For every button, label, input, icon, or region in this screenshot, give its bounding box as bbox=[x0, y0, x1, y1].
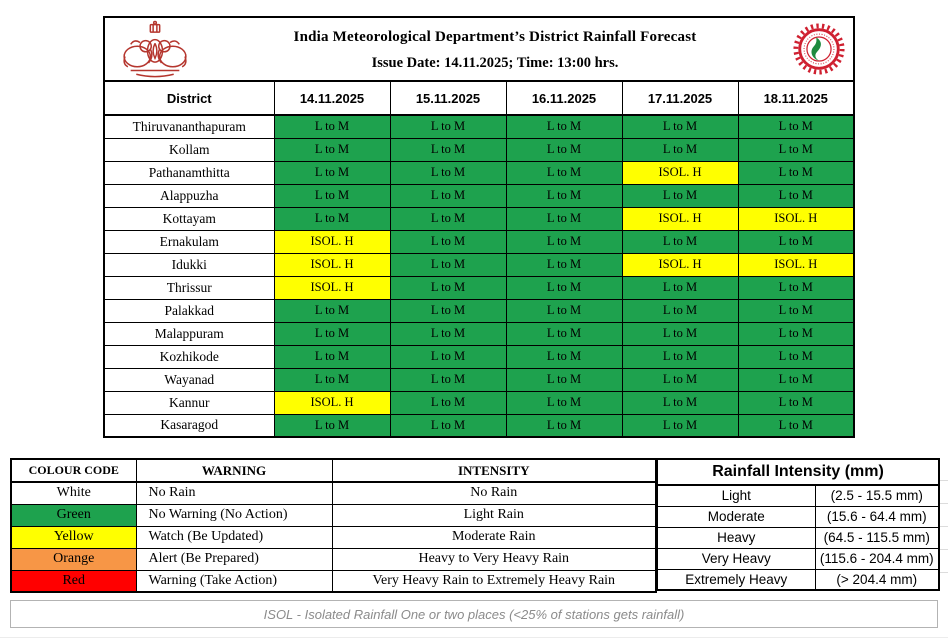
rainfall-intensity-range: (> 204.4 mm) bbox=[815, 569, 939, 590]
forecast-row bbox=[104, 138, 854, 161]
forecast-value-cell: L to M bbox=[274, 299, 390, 322]
colour-code-row bbox=[11, 526, 656, 548]
forecast-value-cell: L to M bbox=[622, 184, 738, 207]
forecast-value-cell: L to M bbox=[390, 115, 506, 138]
forecast-value-cell: L to M bbox=[738, 138, 854, 161]
forecast-value-cell: L to M bbox=[622, 230, 738, 253]
warning-cell: Alert (Be Prepared) bbox=[136, 548, 332, 570]
forecast-value-cell: L to M bbox=[622, 115, 738, 138]
warning-cell: Watch (Be Updated) bbox=[136, 526, 332, 548]
forecast-value-cell: ISOL. H bbox=[622, 253, 738, 276]
forecast-row bbox=[104, 299, 854, 322]
rainfall-intensity-tbody bbox=[657, 485, 939, 590]
page-title: India Meteorological Department’s District Rainfall Forecast bbox=[293, 28, 697, 45]
rainfall-intensity-table bbox=[656, 458, 940, 591]
forecast-row bbox=[104, 322, 854, 345]
colour-code-table bbox=[10, 458, 657, 593]
district-name-cell: Idukki bbox=[104, 253, 274, 276]
gridline bbox=[0, 637, 948, 638]
forecast-value-cell: L to M bbox=[506, 322, 622, 345]
forecast-value-cell: L to M bbox=[738, 115, 854, 138]
forecast-value-cell: L to M bbox=[506, 253, 622, 276]
colour-swatch-cell: Red bbox=[11, 570, 136, 592]
forecast-value-cell: L to M bbox=[390, 391, 506, 414]
district-name-cell: Wayanad bbox=[104, 368, 274, 391]
warning-cell: Warning (Take Action) bbox=[136, 570, 332, 592]
colour-code-row bbox=[11, 570, 656, 592]
intensity-cell: Heavy to Very Heavy Rain bbox=[332, 548, 656, 570]
forecast-value-cell: L to M bbox=[738, 184, 854, 207]
rainfall-intensity-row bbox=[657, 548, 939, 569]
forecast-value-cell: L to M bbox=[274, 115, 390, 138]
forecast-row bbox=[104, 345, 854, 368]
forecast-row bbox=[104, 207, 854, 230]
forecast-col-header-date: 14.11.2025 bbox=[274, 81, 390, 115]
forecast-value-cell: L to M bbox=[738, 161, 854, 184]
forecast-value-cell: L to M bbox=[390, 184, 506, 207]
warning-cell: No Warning (No Action) bbox=[136, 504, 332, 526]
rainfall-intensity-range: (15.6 - 64.4 mm) bbox=[815, 506, 939, 527]
colour-swatch-cell: Green bbox=[11, 504, 136, 526]
forecast-row bbox=[104, 161, 854, 184]
forecast-row bbox=[104, 414, 854, 437]
forecast-value-cell: L to M bbox=[390, 414, 506, 437]
forecast-row bbox=[104, 184, 854, 207]
forecast-value-cell: L to M bbox=[506, 414, 622, 437]
forecast-value-cell: L to M bbox=[622, 368, 738, 391]
district-name-cell: Kannur bbox=[104, 391, 274, 414]
district-name-cell: Kasaragod bbox=[104, 414, 274, 437]
forecast-row bbox=[104, 276, 854, 299]
forecast-value-cell: L to M bbox=[390, 276, 506, 299]
imd-logo-icon bbox=[785, 22, 853, 76]
forecast-value-cell: ISOL. H bbox=[274, 230, 390, 253]
rainfall-intensity-range: (64.5 - 115.5 mm) bbox=[815, 527, 939, 548]
forecast-tbody bbox=[104, 115, 854, 437]
forecast-table bbox=[103, 80, 855, 438]
forecast-value-cell: ISOL. H bbox=[738, 253, 854, 276]
forecast-row bbox=[104, 115, 854, 138]
forecast-value-cell: L to M bbox=[622, 414, 738, 437]
forecast-value-cell: L to M bbox=[274, 184, 390, 207]
forecast-value-cell: L to M bbox=[390, 138, 506, 161]
colour-code-col-header: COLOUR CODE bbox=[11, 459, 136, 482]
district-name-cell: Thiruvananthapuram bbox=[104, 115, 274, 138]
forecast-value-cell: L to M bbox=[506, 207, 622, 230]
forecast-value-cell: ISOL. H bbox=[622, 161, 738, 184]
forecast-value-cell: L to M bbox=[506, 391, 622, 414]
district-name-cell: Kollam bbox=[104, 138, 274, 161]
forecast-value-cell: L to M bbox=[738, 345, 854, 368]
district-name-cell: Palakkad bbox=[104, 299, 274, 322]
rainfall-intensity-range: (2.5 - 15.5 mm) bbox=[815, 485, 939, 506]
forecast-value-cell: L to M bbox=[390, 322, 506, 345]
intensity-cell: Very Heavy Rain to Extremely Heavy Rain bbox=[332, 570, 656, 592]
forecast-value-cell: L to M bbox=[274, 414, 390, 437]
forecast-value-cell: L to M bbox=[738, 230, 854, 253]
district-name-cell: Thrissur bbox=[104, 276, 274, 299]
forecast-value-cell: L to M bbox=[274, 368, 390, 391]
forecast-value-cell: L to M bbox=[390, 299, 506, 322]
colour-code-header-row bbox=[11, 459, 656, 482]
forecast-col-header-date: 16.11.2025 bbox=[506, 81, 622, 115]
forecast-value-cell: L to M bbox=[738, 414, 854, 437]
forecast-value-cell: L to M bbox=[274, 161, 390, 184]
rainfall-intensity-row bbox=[657, 485, 939, 506]
forecast-value-cell: L to M bbox=[738, 276, 854, 299]
forecast-value-cell: ISOL. H bbox=[738, 207, 854, 230]
rainfall-intensity-row bbox=[657, 506, 939, 527]
forecast-value-cell: L to M bbox=[390, 207, 506, 230]
forecast-value-cell: L to M bbox=[506, 184, 622, 207]
district-name-cell: Kottayam bbox=[104, 207, 274, 230]
forecast-row bbox=[104, 368, 854, 391]
forecast-value-cell: L to M bbox=[506, 138, 622, 161]
forecast-value-cell: L to M bbox=[390, 253, 506, 276]
intensity-cell: Light Rain bbox=[332, 504, 656, 526]
colour-code-row bbox=[11, 548, 656, 570]
bulletin-header bbox=[103, 16, 855, 80]
rainfall-intensity-row bbox=[657, 569, 939, 590]
isol-footnote: ISOL - Isolated Rainfall One or two places (<25% of stations gets rainfall) bbox=[10, 600, 938, 628]
colour-swatch-cell: Orange bbox=[11, 548, 136, 570]
rainfall-intensity-label: Heavy bbox=[657, 527, 815, 548]
colour-swatch-cell: White bbox=[11, 482, 136, 504]
forecast-value-cell: L to M bbox=[390, 368, 506, 391]
forecast-value-cell: L to M bbox=[274, 345, 390, 368]
rainfall-intensity-label: Extremely Heavy bbox=[657, 569, 815, 590]
forecast-value-cell: L to M bbox=[274, 138, 390, 161]
rainfall-intensity-header-row bbox=[657, 459, 939, 485]
district-name-cell: Malappuram bbox=[104, 322, 274, 345]
forecast-value-cell: L to M bbox=[390, 161, 506, 184]
district-name-cell: Pathanamthitta bbox=[104, 161, 274, 184]
district-name-cell: Alappuzha bbox=[104, 184, 274, 207]
forecast-value-cell: L to M bbox=[622, 391, 738, 414]
colour-code-col-header: WARNING bbox=[136, 459, 332, 482]
colour-swatch-cell: Yellow bbox=[11, 526, 136, 548]
forecast-value-cell: L to M bbox=[622, 138, 738, 161]
forecast-value-cell: L to M bbox=[506, 299, 622, 322]
bulletin-titles bbox=[205, 27, 785, 72]
forecast-value-cell: L to M bbox=[738, 391, 854, 414]
district-name-cell: Kozhikode bbox=[104, 345, 274, 368]
forecast-value-cell: L to M bbox=[274, 207, 390, 230]
forecast-value-cell: L to M bbox=[274, 322, 390, 345]
forecast-value-cell: L to M bbox=[506, 230, 622, 253]
colour-code-row bbox=[11, 504, 656, 526]
forecast-value-cell: L to M bbox=[506, 115, 622, 138]
forecast-col-header-date: 15.11.2025 bbox=[390, 81, 506, 115]
forecast-col-header-date: 17.11.2025 bbox=[622, 81, 738, 115]
forecast-value-cell: L to M bbox=[506, 161, 622, 184]
rainfall-intensity-range: (115.6 - 204.4 mm) bbox=[815, 548, 939, 569]
forecast-value-cell: L to M bbox=[738, 368, 854, 391]
forecast-value-cell: L to M bbox=[738, 322, 854, 345]
forecast-row bbox=[104, 230, 854, 253]
colour-code-row bbox=[11, 482, 656, 504]
colour-code-tbody bbox=[11, 482, 656, 592]
rainfall-intensity-label: Moderate bbox=[657, 506, 815, 527]
rainfall-intensity-row bbox=[657, 527, 939, 548]
forecast-value-cell: ISOL. H bbox=[274, 391, 390, 414]
forecast-value-cell: L to M bbox=[622, 345, 738, 368]
rainfall-intensity-title: Rainfall Intensity (mm) bbox=[657, 459, 939, 485]
forecast-value-cell: L to M bbox=[622, 299, 738, 322]
forecast-col-header-date: 18.11.2025 bbox=[738, 81, 854, 115]
colour-code-col-header: INTENSITY bbox=[332, 459, 656, 482]
rainfall-intensity-label: Light bbox=[657, 485, 815, 506]
forecast-value-cell: L to M bbox=[506, 368, 622, 391]
forecast-row bbox=[104, 253, 854, 276]
intensity-cell: No Rain bbox=[332, 482, 656, 504]
forecast-row bbox=[104, 391, 854, 414]
forecast-value-cell: L to M bbox=[390, 345, 506, 368]
kerala-government-emblem-icon bbox=[105, 20, 205, 78]
forecast-header-row bbox=[104, 81, 854, 115]
forecast-value-cell: L to M bbox=[622, 276, 738, 299]
forecast-value-cell: ISOL. H bbox=[622, 207, 738, 230]
forecast-value-cell: ISOL. H bbox=[274, 276, 390, 299]
issue-date-line: Issue Date: 14.11.2025; Time: 13:00 hrs. bbox=[371, 54, 619, 71]
forecast-value-cell: L to M bbox=[506, 276, 622, 299]
forecast-value-cell: L to M bbox=[738, 299, 854, 322]
forecast-col-header-district: District bbox=[104, 81, 274, 115]
warning-cell: No Rain bbox=[136, 482, 332, 504]
forecast-value-cell: ISOL. H bbox=[274, 253, 390, 276]
district-name-cell: Ernakulam bbox=[104, 230, 274, 253]
forecast-value-cell: L to M bbox=[622, 322, 738, 345]
rainfall-intensity-label: Very Heavy bbox=[657, 548, 815, 569]
forecast-value-cell: L to M bbox=[506, 345, 622, 368]
intensity-cell: Moderate Rain bbox=[332, 526, 656, 548]
forecast-value-cell: L to M bbox=[390, 230, 506, 253]
